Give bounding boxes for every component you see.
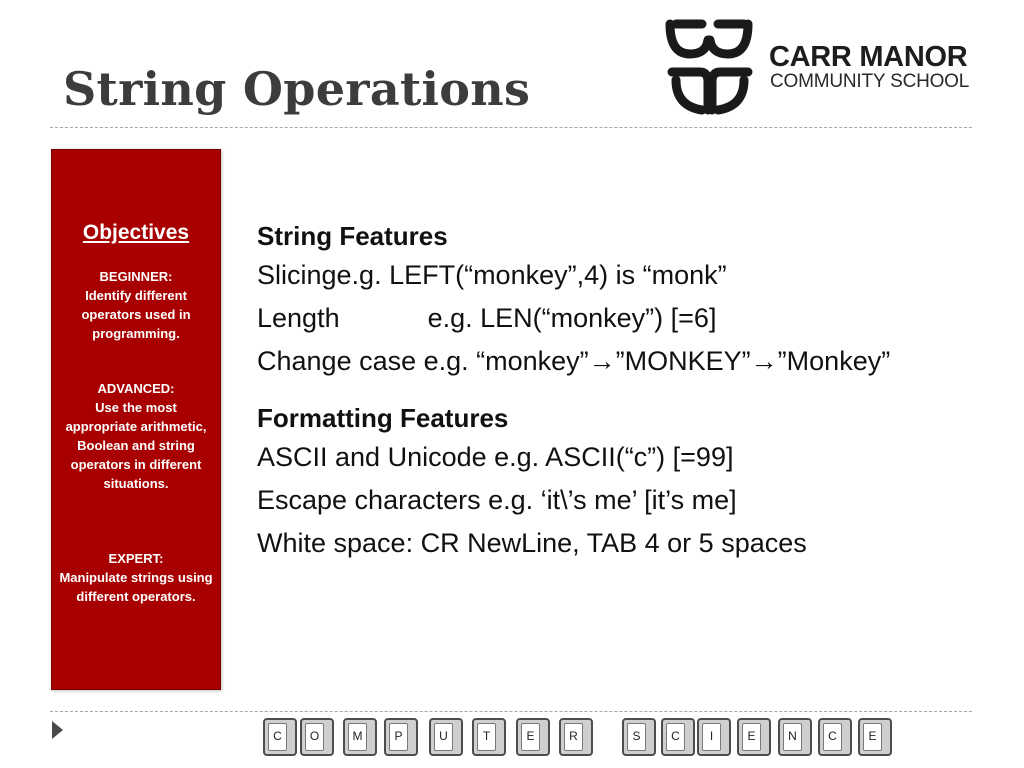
- objective-expert-text: Manipulate strings using different operators.: [59, 570, 213, 604]
- keyboard-key: [661, 718, 695, 756]
- objective-beginner-text: Identify different operators used in programming.: [81, 288, 191, 341]
- length-label: Length: [257, 303, 340, 333]
- objective-advanced-text: Use the most appropriate arithmetic, Boolean and string operators in different situations.: [65, 400, 207, 491]
- keyboard-key: [778, 718, 812, 756]
- keyboard-key: [472, 718, 506, 756]
- key-letter: C: [823, 723, 842, 751]
- objective-expert: [58, 549, 214, 606]
- keyboard-key: [858, 718, 892, 756]
- key-letter: I: [702, 723, 721, 751]
- keyboard-key: [559, 718, 593, 756]
- key-letter: P: [389, 723, 408, 751]
- string-features-heading: String Features: [257, 221, 448, 251]
- keyboard-key: [622, 718, 656, 756]
- key-letter: U: [434, 723, 453, 751]
- key-letter: C: [666, 723, 685, 751]
- key-letter: O: [305, 723, 324, 751]
- objective-expert-label: EXPERT:: [108, 551, 164, 566]
- logo-school-name: CARR MANOR: [769, 41, 968, 73]
- objectives-panel: [51, 149, 221, 690]
- formatting-features-heading: Formatting Features: [257, 403, 509, 433]
- objective-advanced-label: ADVANCED:: [97, 381, 175, 396]
- objective-beginner-label: BEGINNER:: [99, 269, 173, 284]
- computer-science-keys: [0, 718, 1024, 758]
- objective-advanced: [58, 379, 214, 493]
- keyboard-key: [697, 718, 731, 756]
- whitespace-line: White space: CR NewLine, TAB 4 or 5 spaces: [257, 528, 807, 558]
- key-letter: R: [564, 723, 583, 751]
- slicing-line: Slicinge.g. LEFT(“monkey”,4) is “monk”: [257, 260, 727, 290]
- carr-manor-emblem-icon: [662, 14, 758, 118]
- keyboard-key: [263, 718, 297, 756]
- keyboard-key: [429, 718, 463, 756]
- key-letter: E: [863, 723, 882, 751]
- slide-content: [257, 218, 890, 565]
- key-letter: C: [268, 723, 287, 751]
- key-letter: M: [348, 723, 367, 751]
- keyboard-key: [343, 718, 377, 756]
- length-line: [257, 297, 890, 340]
- keyboard-key: [300, 718, 334, 756]
- escape-line: Escape characters e.g. ‘it\’s me’ [it’s me]: [257, 485, 737, 515]
- key-letter: N: [783, 723, 802, 751]
- logo-subtitle: COMMUNITY SCHOOL: [770, 71, 970, 92]
- keyboard-key: [384, 718, 418, 756]
- footer-divider: [50, 711, 972, 712]
- header-divider: [50, 127, 972, 128]
- key-letter: E: [742, 723, 761, 751]
- key-letter: E: [521, 723, 540, 751]
- keyboard-key: [516, 718, 550, 756]
- keyboard-key: [737, 718, 771, 756]
- key-letter: S: [627, 723, 646, 751]
- slide-title: String Operations: [63, 62, 531, 116]
- school-logo: [662, 14, 972, 118]
- length-example: e.g. LEN(“monkey”) [=6]: [427, 303, 717, 333]
- change-case-line: Change case e.g. “monkey”→”MONKEY”→”Monkey”: [257, 346, 891, 376]
- objectives-heading: Objectives: [82, 221, 190, 244]
- objective-beginner: [58, 267, 214, 343]
- keyboard-key: [818, 718, 852, 756]
- key-letter: T: [477, 723, 496, 751]
- ascii-line: ASCII and Unicode e.g. ASCII(“c”) [=99]: [257, 442, 734, 472]
